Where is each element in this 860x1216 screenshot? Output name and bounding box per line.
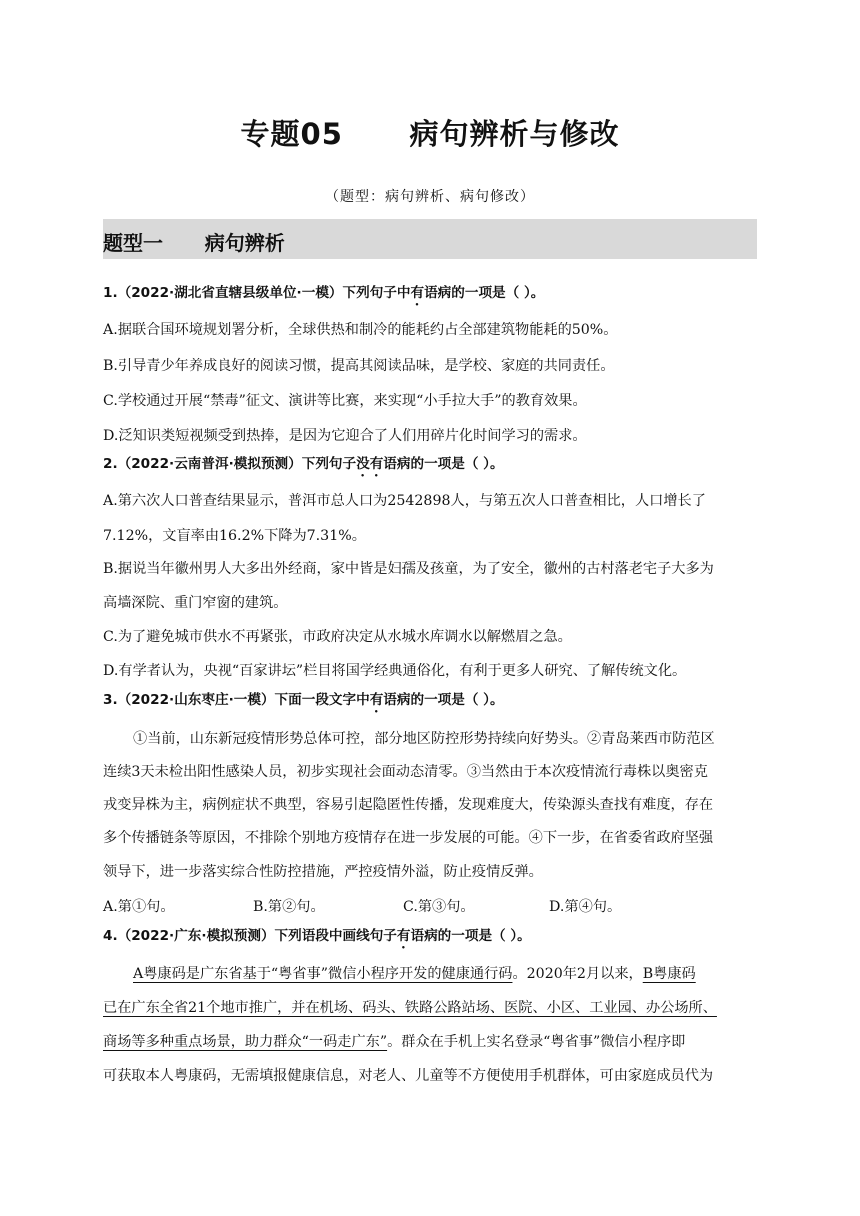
question-4-passage: 可获取本人粤康码，无需填报健康信息，对老人、儿童等不方便使用手机群体，可由家庭成员代为 [103,1068,714,1084]
question-4-passage-underlined: 已在广东全省21个地市推广，并在机场、码头、铁路公路站场、医院、小区、工业园、办公场所、 [103,1000,717,1016]
question-1-option-d: D.泛知识类短视频受到热捧，是因为它迎合了人们用碎片化时间学习的需求。 [103,428,587,444]
question-2-option-d: D.有学者认为，央视“百家讲坛”栏目将国学经典通俗化，有利于更多人研究、了解传统文化。 [103,663,687,679]
question-3-passage: 戎变异株为主，病例症状不典型，容易引起隐匿性传播，发现难度大，传染源头查找有难度，存在 [103,797,714,813]
stem-text: 语病的一项是（ ）。 [410,928,531,944]
stem-text: 语病的一项是（ ）。 [383,456,504,472]
question-1-option-c: C.学校通过开展“禁毒”征文、演讲等比赛，来实现“小手拉大手”的教育效果。 [103,393,587,409]
question-3-passage: 多个传播链条等原因，不排除个别地方疫情存在进一步发展的可能。④下一步，在省委省政府坚强 [103,830,714,846]
question-2-option-a-cont: 7.12%，文盲率由16.2%下降为7.31%。 [103,528,366,544]
stem-text: 2.（2022·云南普洱·模拟预测）下列句子 [103,456,357,472]
stem-text: 语病的一项是（ ）。 [424,285,545,301]
question-2-option-a: A.第六次人口普查结果显示，普洱市总人口为2542898人，与第五次人口普查相比，人口增长了 [103,493,706,509]
question-3-passage: ①当前，山东新冠疫情形势总体可控，部分地区防控形势持续向好势头。②青岛莱西市防范区 [133,731,715,747]
question-3-option-b: B.第②句。 [253,899,325,915]
question-2-stem [103,454,759,480]
question-4-passage [103,1032,759,1052]
stem-emphasis: 有 [369,692,384,708]
stem-text: 4.（2022·广东·模拟预测）下列语段中画线句子 [103,928,397,944]
stem-emphasis: 有 [410,285,425,301]
page-title: 专题05 病句辨析与修改 [240,117,620,151]
question-3-option-d: D.第④句。 [549,899,622,915]
question-3-stem [103,690,759,716]
stem-emphasis: 没有 [356,456,384,472]
question-2-option-b: B.据说当年徽州男人大多出外经商，家中皆是妇孺及孩童，为了安全，徽州的古村落老宅子大多为 [103,561,714,577]
question-1-stem [103,283,759,309]
question-4-stem [103,926,759,952]
passage-text: 。群众在手机上实名登录“粤省事”微信小程序即 [387,1034,686,1050]
question-3-passage: 连续3天未检出阳性感染人员，初步实现社会面动态清零。③当然由于本次疫情流行毒株以奥密克 [103,764,708,780]
question-3-option-c: C.第③句。 [403,899,475,915]
question-3-option-a: A.第①句。 [103,899,175,915]
stem-text: 1.（2022·湖北省直辖县级单位·一模）下列句子中 [103,285,411,301]
underlined-sentence-b: B粤康码 [642,966,696,982]
stem-emphasis: 有 [396,928,411,944]
stem-text: 语病的一项是（ ）。 [383,692,504,708]
question-2-option-c: C.为了避免城市供水不再紧张，市政府决定从水城水库调水以解燃眉之急。 [103,629,572,645]
question-3-passage: 领导下，进一步落实综合性防控措施，严控疫情外溢，防止疫情反弹。 [103,864,543,880]
underlined-sentence-a: A粤康码是广东省基于“粤省事”微信小程序开发的健康通行码 [133,966,513,982]
section-label: 题型一 病句辨析 [103,231,285,255]
question-2-option-b-cont: 高墙深院、重门窄窗的建筑。 [103,595,288,611]
question-3-options [103,897,759,917]
question-4-passage [133,964,759,984]
passage-text: 。2020年2月以来， [512,966,643,982]
page-subtitle: （题型：病句辨析、病句修改） [325,189,535,205]
section-header [103,219,757,259]
stem-text: 3.（2022·山东枣庄·一模）下面一段文字中 [103,692,370,708]
question-1-option-a: A.据联合国环境规划署分析，全球供热和制冷的能耗约占全部建筑物能耗的50%。 [103,322,618,338]
underlined-sentence-b: 商场等多种重点场景，助力群众“一码走广东” [103,1034,388,1050]
question-1-option-b: B.引导青少年养成良好的阅读习惯，提高其阅读品味，是学校、家庭的共同责任。 [103,358,615,374]
